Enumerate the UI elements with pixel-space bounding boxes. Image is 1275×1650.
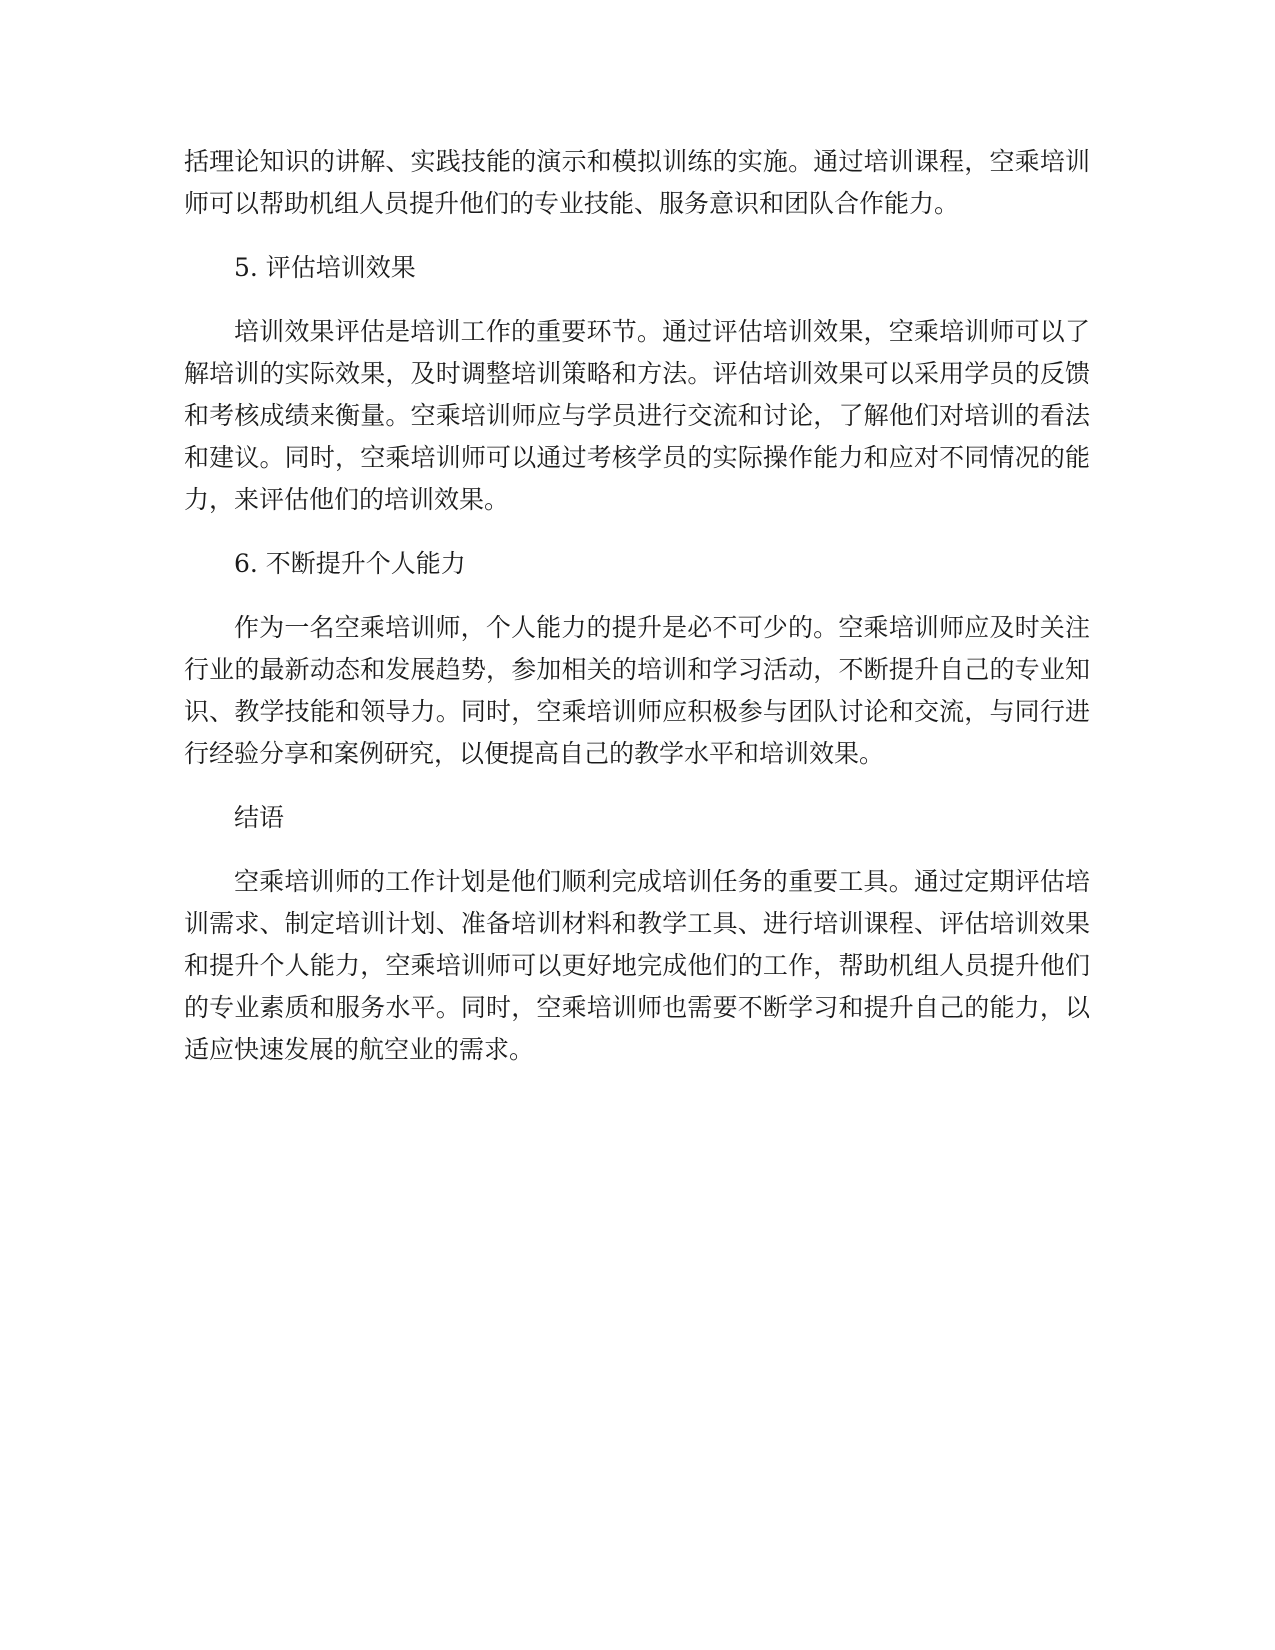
document-body bbox=[184, 141, 1090, 1093]
section-heading-6: 6. 不断提升个人能力 bbox=[234, 549, 466, 578]
section-heading-5: 5. 评估培训效果 bbox=[234, 253, 416, 282]
paragraph-continuation: 括理论知识的讲解、实践技能的演示和模拟训练的实施。通过培训课程，空乘培训师可以帮助机组人员提升他们的专业技能、服务意识和团队合作能力。 bbox=[184, 147, 1090, 218]
paragraph-evaluate-training: 培训效果评估是培训工作的重要环节。通过评估培训效果，空乘培训师可以了解培训的实际效果，及时调整培训策略和方法。评估培训效果可以采用学员的反馈和考核成绩来衡量。空乘培训师应与学员进行交流和讨论，了解他们对培训的看法和建议。同时，空乘培训师可以通过考核学员的实际操作能力和应对不同情况的能力，来评估他们的培训效果。 bbox=[184, 317, 1090, 514]
section-heading-conclusion: 结语 bbox=[234, 803, 285, 832]
paragraph-personal-growth: 作为一名空乘培训师，个人能力的提升是必不可少的。空乘培训师应及时关注行业的最新动态和发展趋势，参加相关的培训和学习活动，不断提升自己的专业知识、教学技能和领导力。同时，空乘培训师应积极参与团队讨论和交流，与同行进行经验分享和案例研究，以便提高自己的教学水平和培训效果。 bbox=[184, 613, 1090, 768]
paragraph-conclusion: 空乘培训师的工作计划是他们顺利完成培训任务的重要工具。通过定期评估培训需求、制定培训计划、准备培训材料和教学工具、进行培训课程、评估培训效果和提升个人能力，空乘培训师可以更好地完成他们的工作，帮助机组人员提升他们的专业素质和服务水平。同时，空乘培训师也需要不断学习和提升自己的能力，以适应快速发展的航空业的需求。 bbox=[184, 867, 1090, 1064]
